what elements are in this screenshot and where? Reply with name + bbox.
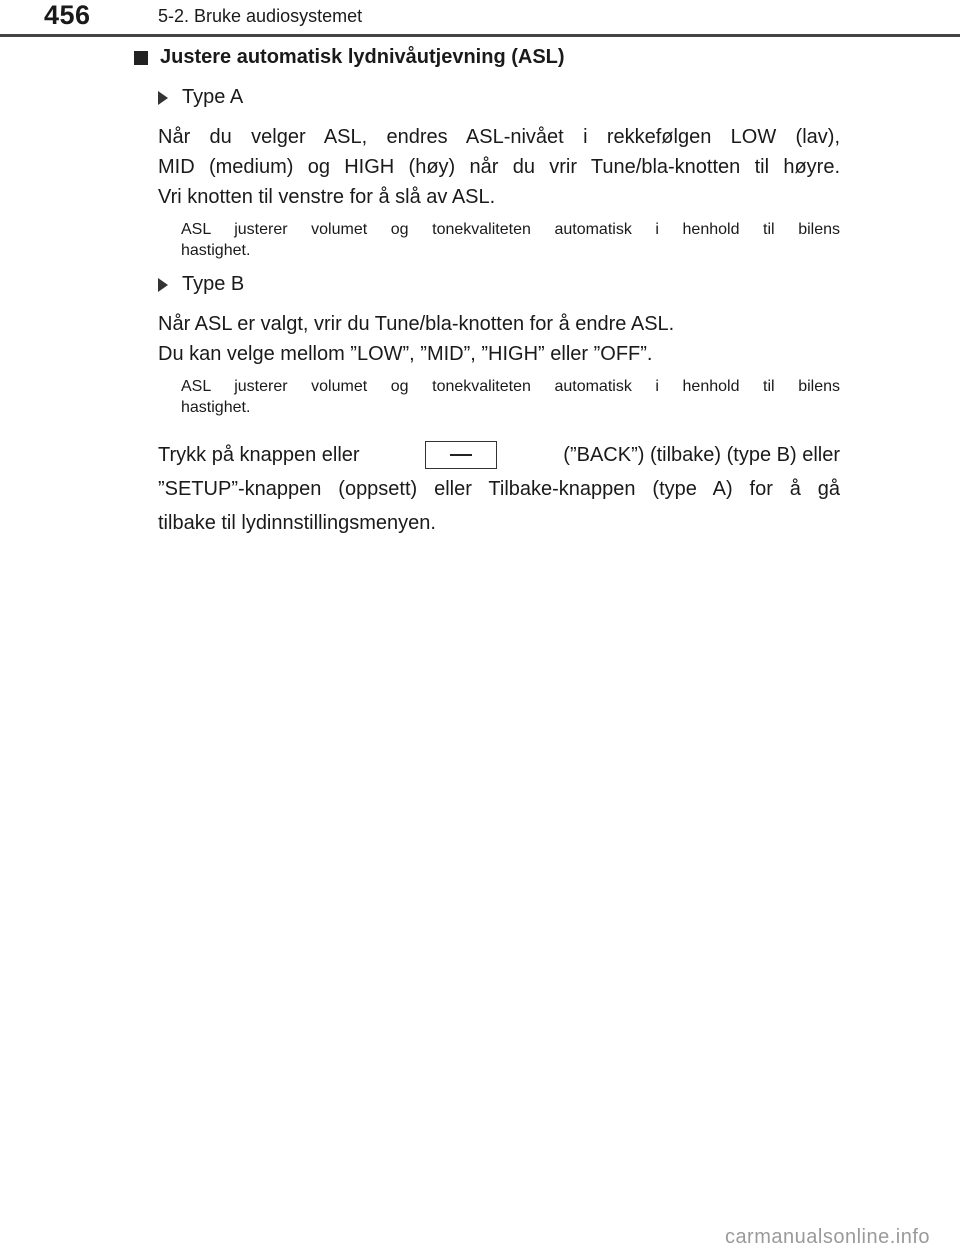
type-a-note (181, 219, 840, 261)
type-a-note-line-1: ASL justerer volumet og tonekvaliteten automatisk i henhold til bilens (181, 221, 840, 238)
triangle-bullet-icon (158, 91, 168, 105)
watermark: carmanualsonline.info (724, 1226, 930, 1248)
type-b-line-2: Du kan velge mellom ”LOW”, ”MID”, ”HIGH” eller ”OFF”. (158, 343, 653, 365)
type-a-label (158, 86, 243, 109)
triangle-bullet-icon (158, 278, 168, 292)
type-b-label (158, 273, 244, 296)
section-heading-text: Justere automatisk lydnivåutjevning (ASL) (160, 46, 565, 68)
type-b-note-line-2: hastighet. (181, 399, 251, 416)
header-rule (0, 34, 960, 37)
type-b-note-line-1: ASL justerer volumet og tonekvaliteten automatisk i henhold til bilens (181, 378, 840, 395)
type-b-text: Type B (182, 273, 245, 295)
type-a-line-1: Når du velger ASL, endres ASL-nivået i rekkefølgen LOW (lav), (158, 126, 840, 148)
section-heading (134, 46, 565, 69)
type-a-paragraph (158, 122, 840, 212)
page-number: 456 (44, 0, 91, 30)
square-bullet-icon (134, 51, 148, 65)
closing-line-2: ”SETUP”-knappen (oppsett) eller Tilbake-knappen (type A) for å gå (158, 478, 840, 500)
type-b-paragraph (158, 309, 840, 369)
closing-line-1-before: Trykk på knappen eller (158, 444, 360, 466)
type-b-note (181, 376, 840, 418)
closing-line-1-after: (”BACK”) (tilbake) (type B) eller (563, 444, 840, 466)
back-button-icon (425, 441, 497, 469)
type-a-note-line-2: hastighet. (181, 242, 251, 259)
closing-paragraph (158, 438, 840, 540)
type-a-line-3: Vri knotten til venstre for å slå av ASL. (158, 186, 496, 208)
type-b-line-1: Når ASL er valgt, vrir du Tune/bla-knotten for å endre ASL. (158, 313, 675, 335)
closing-line-1 (158, 438, 840, 472)
closing-line-3: tilbake til lydinnstillingsmenyen. (158, 512, 436, 534)
type-a-text: Type A (182, 86, 244, 108)
type-a-line-2: MID (medium) og HIGH (høy) når du vrir Tune/bla-knotten til høyre. (158, 156, 840, 178)
chapter-title: 5-2. Bruke audiosystemet (158, 6, 363, 26)
